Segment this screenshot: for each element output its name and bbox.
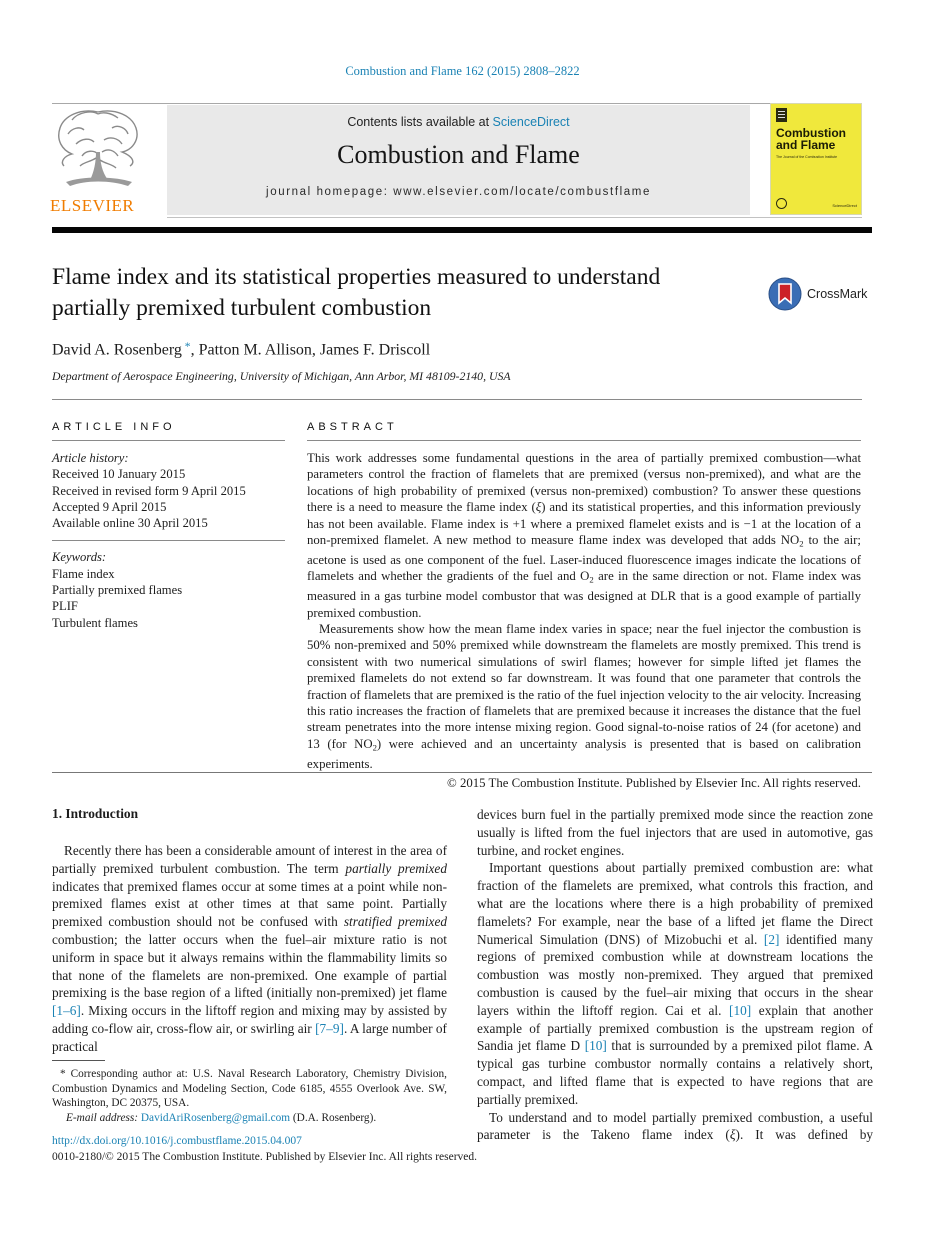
masthead-bottom-rule	[167, 217, 862, 218]
body-right-column	[477, 806, 873, 1144]
body-paragraph: To understand and to model partially premixed combustion, a useful parameter is the Takeno flame index (ξ). It was defined by	[477, 1109, 873, 1143]
elsevier-logo[interactable]	[50, 106, 150, 216]
author-list: David A. Rosenberg *, Patton M. Allison, James F. Driscoll	[52, 341, 431, 359]
article-info-heading-rule	[52, 440, 285, 441]
cover-title: Combustion and Flame	[776, 126, 846, 152]
keyword-item: Flame index	[52, 566, 115, 581]
article-history-item: Received in revised form 9 April 2015	[52, 483, 246, 498]
article-info-heading: ARTICLE INFO	[52, 421, 176, 433]
keyword-item: PLIF	[52, 599, 78, 614]
article-history-item: Received 10 January 2015	[52, 467, 186, 482]
sciencedirect-link[interactable]: ScienceDirect	[492, 115, 570, 129]
author-affiliation: Department of Aerospace Engineering, University of Michigan, Ann Arbor, MI 48109-2140, USA	[52, 369, 511, 383]
section-heading-introduction: 1. Introduction	[52, 806, 139, 821]
crossmark-icon	[768, 277, 802, 311]
abstract-heading: ABSTRACT	[307, 421, 398, 433]
abstract-section	[307, 421, 861, 791]
body-paragraph: devices burn fuel in the partially premixed mode since the reaction zone usually is lifted from the fuel injectors that are used in automotive, gas turbine, and rocket engines.	[477, 807, 873, 858]
header-black-bar	[52, 227, 872, 233]
article-title: Flame index and its statistical properties measured to understand partially premixed turbulent combustion	[52, 264, 661, 321]
journal-title: Combustion and Flame	[337, 140, 580, 169]
doi-link[interactable]: http://dx.doi.org/10.1016/j.combustflame.2015.04.007	[52, 1135, 302, 1147]
contents-prefix-text: Contents lists available at	[347, 115, 493, 129]
body-left-column	[52, 806, 447, 1056]
abstract-copyright: © 2015 The Combustion Institute. Published by Elsevier Inc. All rights reserved.	[447, 775, 861, 790]
footnote-block	[52, 1067, 447, 1125]
header-top-rule	[52, 103, 862, 104]
contents-availability-line	[167, 115, 750, 129]
elsevier-wordmark: ELSEVIER	[50, 196, 135, 215]
article-history-item: Accepted 9 April 2015	[52, 499, 167, 514]
keywords-label: Keywords:	[52, 550, 107, 565]
body-paragraph: Important questions about partially premixed combustion are: what fraction of the flamelets are premixed, what controls this fraction, and what are the locations where there is a high probability of premixed flamelets? For example, near the base of a lifted jet flame the Direct Numerical Simulation (DNS) of Mizobuchi et al. [2] identified many regions of premixed combustion while at downstream locations the combustion was mostly non-premixed. They argued that premixed combustion is caused by the fuel–air mixing that occurs in the shear layers within the liftoff region. Cai et al. [10] explain that another example of partially premixed combustion is the upstream region of Sandia jet flame D [10] that is surrounded by a premixed pilot flame. A typical gas turbine combustor normally contains a relatively short, compact, and lifted flame that is expected to have regions that are partially premixed.	[477, 860, 874, 1107]
combustion-institute-emblem-icon	[776, 108, 787, 122]
keywords-divider-rule	[52, 540, 285, 541]
body-paragraph: Recently there has been a considerable amount of interest in the area of partially premixed turbulent combustion. The term partially premixed indicates that premixed flames occur at some times at a point while non-premixed flames exist at other times at that same point. Partially premixed combustion should not be confused with stratified premixed combustion; the latter occurs when the fuel–air mixture ratio is not uniform in space but it always remains within the flammability limits so that none of the flamelets are non-premixed. One example of partial premixing is the base region of a lifted (initially non-premixed) jet flame [1–6]. Mixing occurs in the liftoff region and mixing may by assisted by adding co-flow air, cross-flow air, or swirling air [7–9]. A large number of practical	[52, 843, 447, 1054]
footnote-rule	[52, 1060, 105, 1061]
email-address-line: E-mail address: DavidAriRosenberg@gmail.com (D.A. Rosenberg).	[66, 1111, 377, 1124]
journal-cover-thumbnail[interactable]	[770, 103, 862, 215]
article-info-section	[52, 421, 285, 631]
keyword-item: Turbulent flames	[52, 615, 138, 630]
article-info-top-rule	[52, 399, 862, 400]
journal-citation-link[interactable]: Combustion and Flame 162 (2015) 2808–2822	[345, 64, 580, 78]
crossmark-badge[interactable]	[768, 277, 878, 311]
abstract-heading-rule	[307, 440, 861, 441]
body-top-rule	[52, 772, 872, 773]
cover-footer-text: ScienceDirect	[832, 203, 857, 208]
crossmark-label: CrossMark	[807, 287, 868, 301]
abstract-paragraph: This work addresses some fundamental questions in the area of partially premixed combustion—what parameters control the fraction of flamelets that are premixed (versus non-premixed), and what are the locations of high probability of premixed (versus non-premixed) combustion? To answer these questions there is a need to measure the flame index (ξ) and its statistical properties, and this information previously has not been available. Flame index is +1 where a premixed flamelet exists and is −1 at the location of a non-premixed flamelet. A new method to measure flame index was developed that adds NO2 to the air; acetone is used as one component of the fuel. Laser-induced fluorescence images indicate the locations of flamelets and whether the gradients of the fuel and O2 are in the same direction or not. Flame index was measured in a gas turbine model combustor that was designed at DLR that is a good example of partially premixed combustion.	[307, 451, 861, 620]
abstract-paragraph: Measurements show how the mean flame index varies in space; near the fuel injector the combustion is 50% non-premixed and 50% premixed while downstream the flamelets are mostly premixed. This trend is consistent with two numerical simulations of swirl flames; however for simple lifted jet flames the premixed flamelets do not extend so far downstream. It was found that one parameter that controls the fraction of flamelets that are premixed is the ratio of the fuel injection velocity to the air velocity. Increasing this ratio increases the fraction of flamelets that are premixed because it increases the distance that the fuel stream penetrates into the more intense mixing region. Good signal-to-noise ratios of 24 (for acetone) and 13 (for NO2) were achieved and an uncertainty analysis is presented that is based on calibration experiments.	[307, 621, 861, 771]
elsevier-tree-icon	[52, 106, 144, 194]
cover-seal-icon	[776, 198, 787, 209]
issn-copyright-line: 0010-2180/© 2015 The Combustion Institute. Published by Elsevier Inc. All rights reserved.	[52, 1151, 478, 1163]
keyword-item: Partially premixed flames	[52, 583, 183, 598]
corresponding-author-note: * Corresponding author at: U.S. Naval Research Laboratory, Chemistry Division, Combustion Dynamics and Modeling Section, Code 6185, 4555 Overlook Ave. SW, Washington, DC 20375, USA.	[52, 1068, 447, 1110]
journal-homepage-link[interactable]: journal homepage: www.elsevier.com/locate/combustflame	[266, 186, 651, 198]
article-history-label: Article history:	[52, 451, 129, 465]
article-history-item: Available online 30 April 2015	[52, 516, 208, 531]
cover-tagline: The Journal of the Combustion Institute	[776, 155, 838, 159]
journal-masthead	[167, 105, 750, 215]
